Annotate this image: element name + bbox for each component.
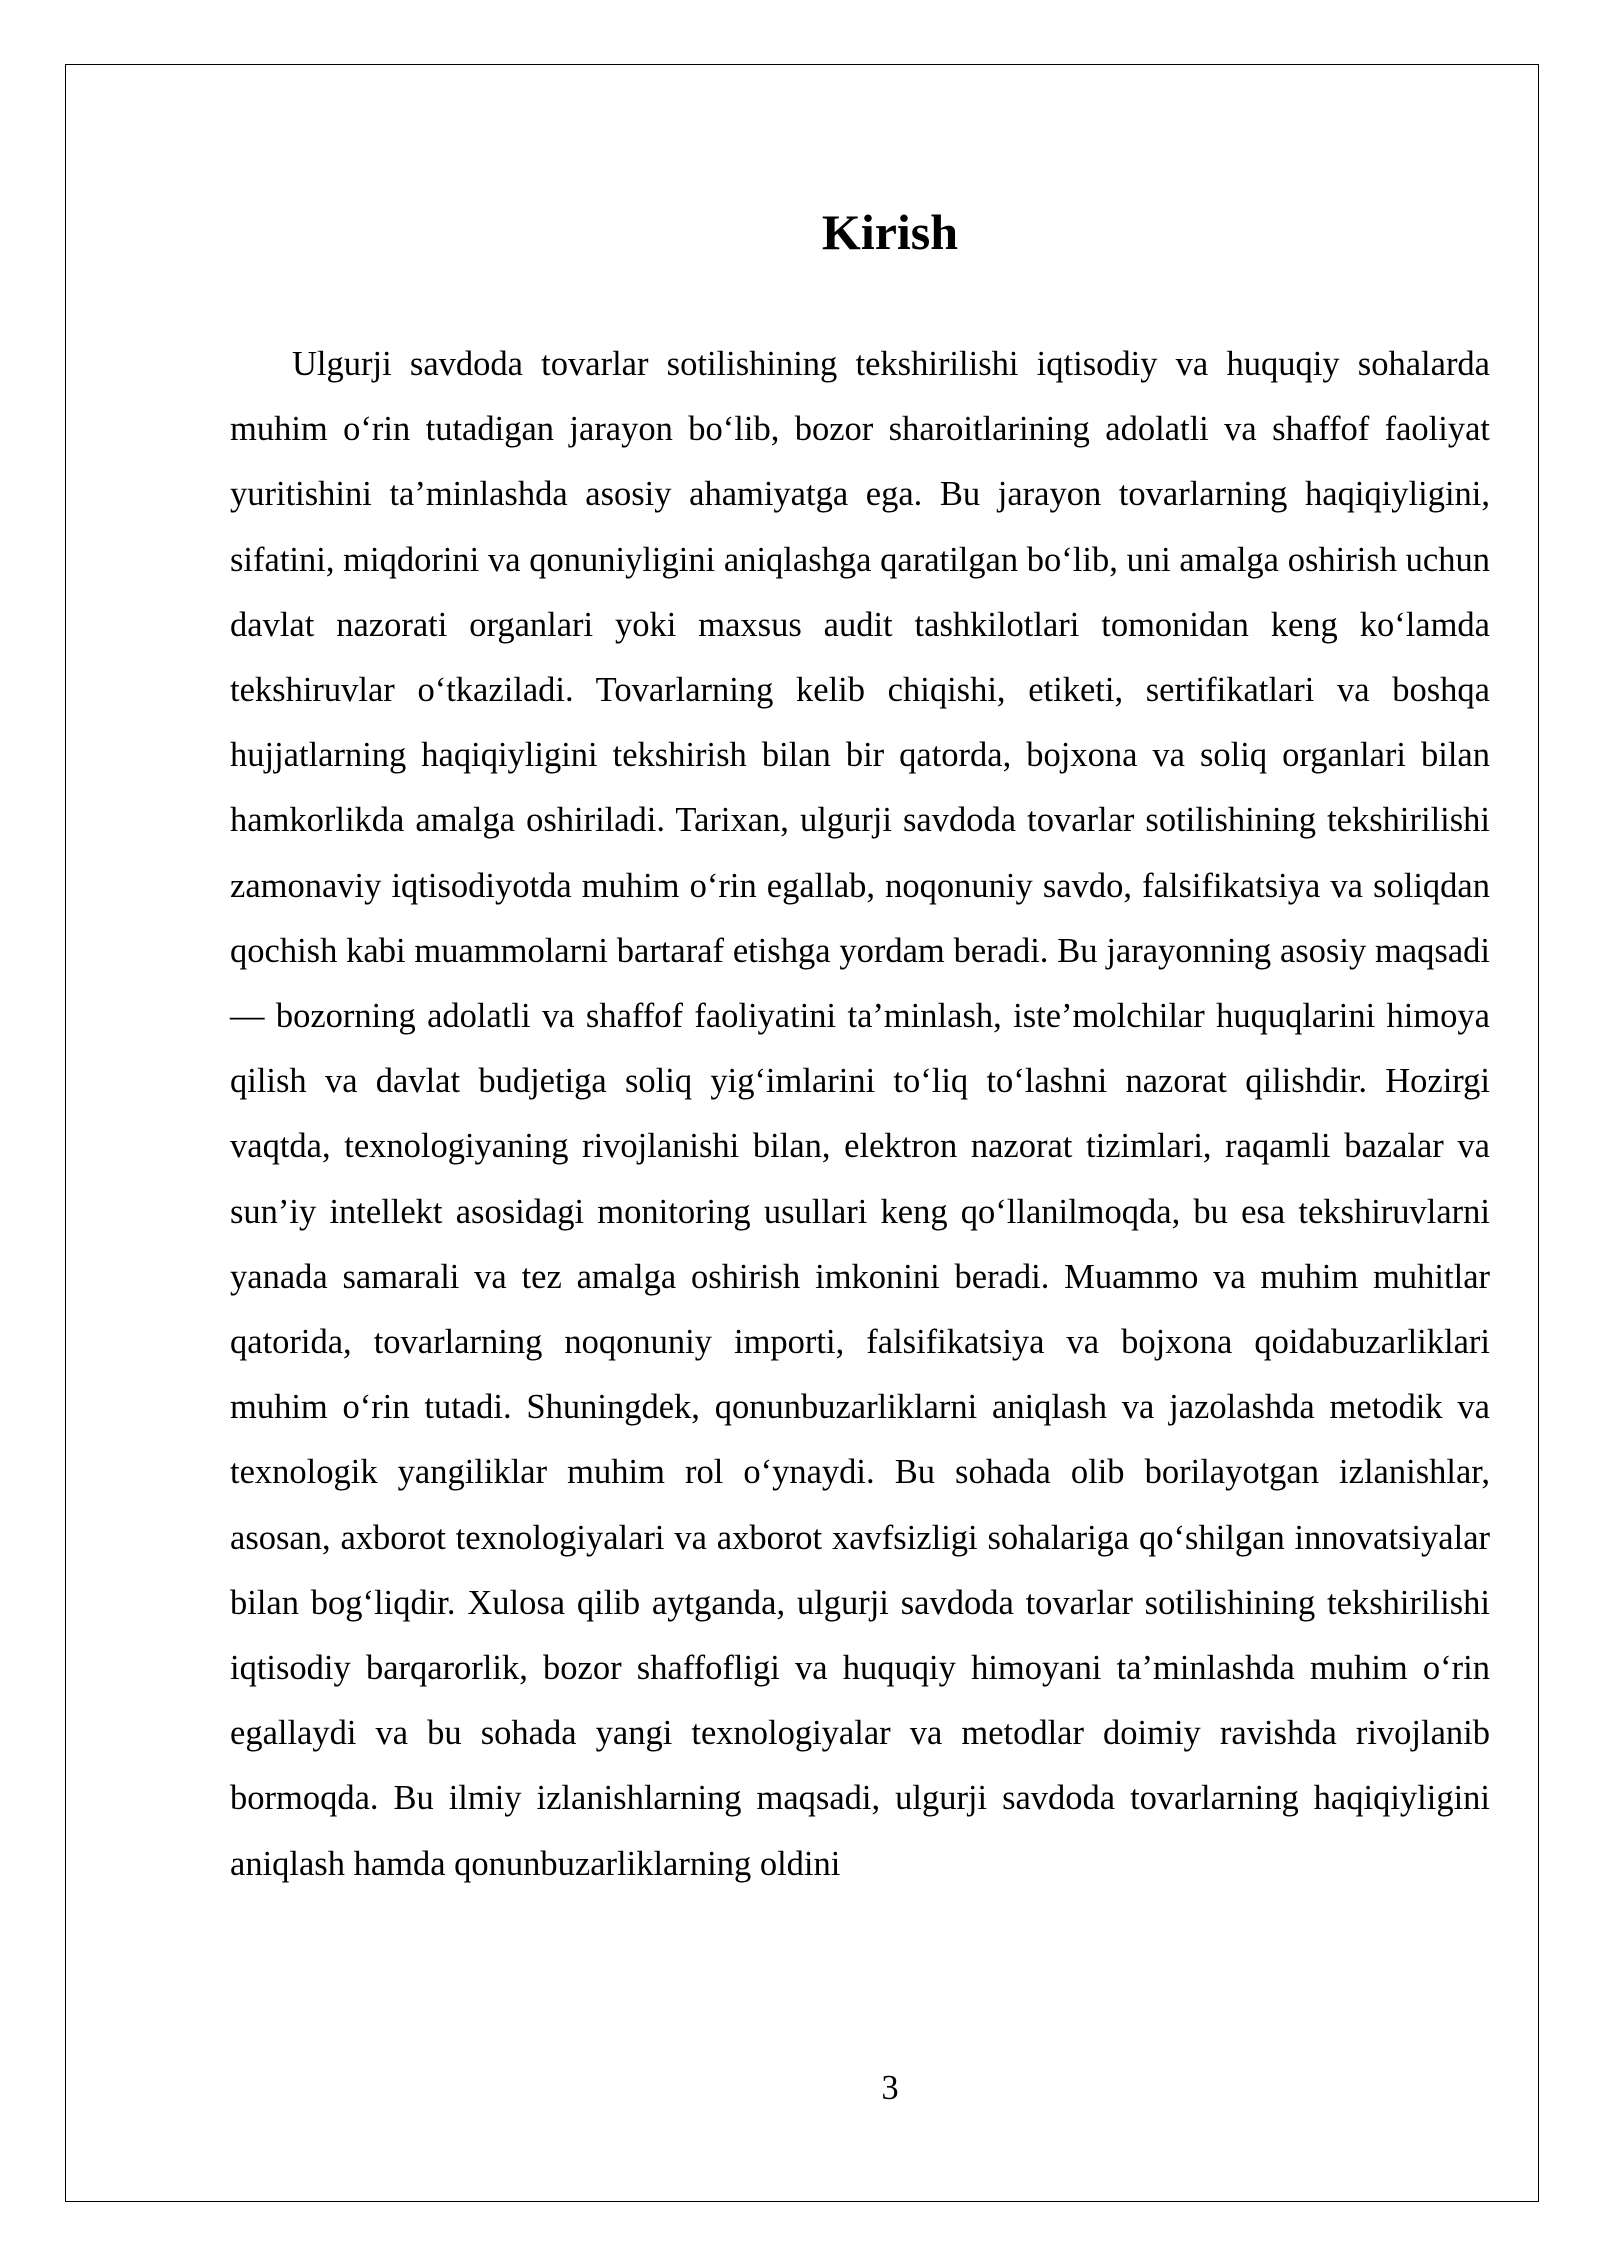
body-paragraph: Ulgurji savdoda tovarlar sotilishining tekshirilishi iqtisodiy va huquqiy sohalarda muhim o‘rin tutadigan jarayon bo‘lib, bozor sharoitlarining adolatli va shaffof faoliyat yuritishini ta’minlashda asosiy ahamiyatga ega. Bu jarayon tovarlarning haqiqiyligini, sifatini, miqdorini va qonuniyligini aniqlashga qaratilgan bo‘lib, uni amalga oshirish uchun davlat nazorati organlari yoki maxsus audit tashkilotlari tomonidan keng ko‘lamda tekshiruvlar o‘tkaziladi. Tovarlarning kelib chiqishi, etiketi, sertifikatlari va boshqa hujjatlarning haqiqiyligini tekshirish bilan bir qatorda, bojxona va soliq organlari bilan hamkorlikda amalga oshiriladi. Tarixan, ulgurji savdoda tovarlar sotilishining tekshirilishi zamonaviy iqtisodiyotda muhim o‘rin egallab, noqonuniy savdo, falsifikatsiya va soliqdan qochish kabi muammolarni bartaraf etishga yordam beradi. Bu jarayonning asosiy maqsadi — bozorning adolatli va shaffof faoliyatini ta’minlash, iste’molchilar huquqlarini himoya qilish va davlat budjetiga soliq yig‘imlarini to‘liq to‘lashni nazorat qilishdir. Hozirgi vaqtda, texnologiyaning rivojlanishi bilan, elektron nazorat tizimlari, raqamli bazalar va sun’iy intellekt asosidagi monitoring usullari keng qo‘llanilmoqda, bu esa tekshiruvlarni yanada samarali va tez amalga oshirish imkonini beradi. Muammo va muhim muhitlar qatorida, tovarlarning noqonuniy importi, falsifikatsiya va bojxona qoidabuzarliklari muhim o‘rin tutadi. Shuningdek, qonunbuzarliklarni aniqlash va jazolashda metodik va texnologik yangiliklar muhim rol o‘ynaydi. Bu sohada olib borilayotgan izlanishlar, asosan, axborot texnologiyalari va axborot xavfsizligi sohalariga qo‘shilgan innovatsiyalar bilan bog‘liqdir. Xulosa qilib aytganda, ulgurji savdoda tovarlar sotilishining tekshirilishi iqtisodiy barqarorlik, bozor shaffofligi va huquqiy himoyani ta’minlashda muhim o‘rin egallaydi va bu sohada yangi texnologiyalar va metodlar doimiy ravishda rivojlanib bormoqda. Bu ilmiy izlanishlarning maqsadi, ulgurji savdoda tovarlarning haqiqiyligini aniqlash hamda qonunbuzarliklarning oldini [230, 345, 1490, 1883]
page-number: 3 [881, 2069, 899, 2107]
page-title: Kirish [821, 204, 959, 260]
